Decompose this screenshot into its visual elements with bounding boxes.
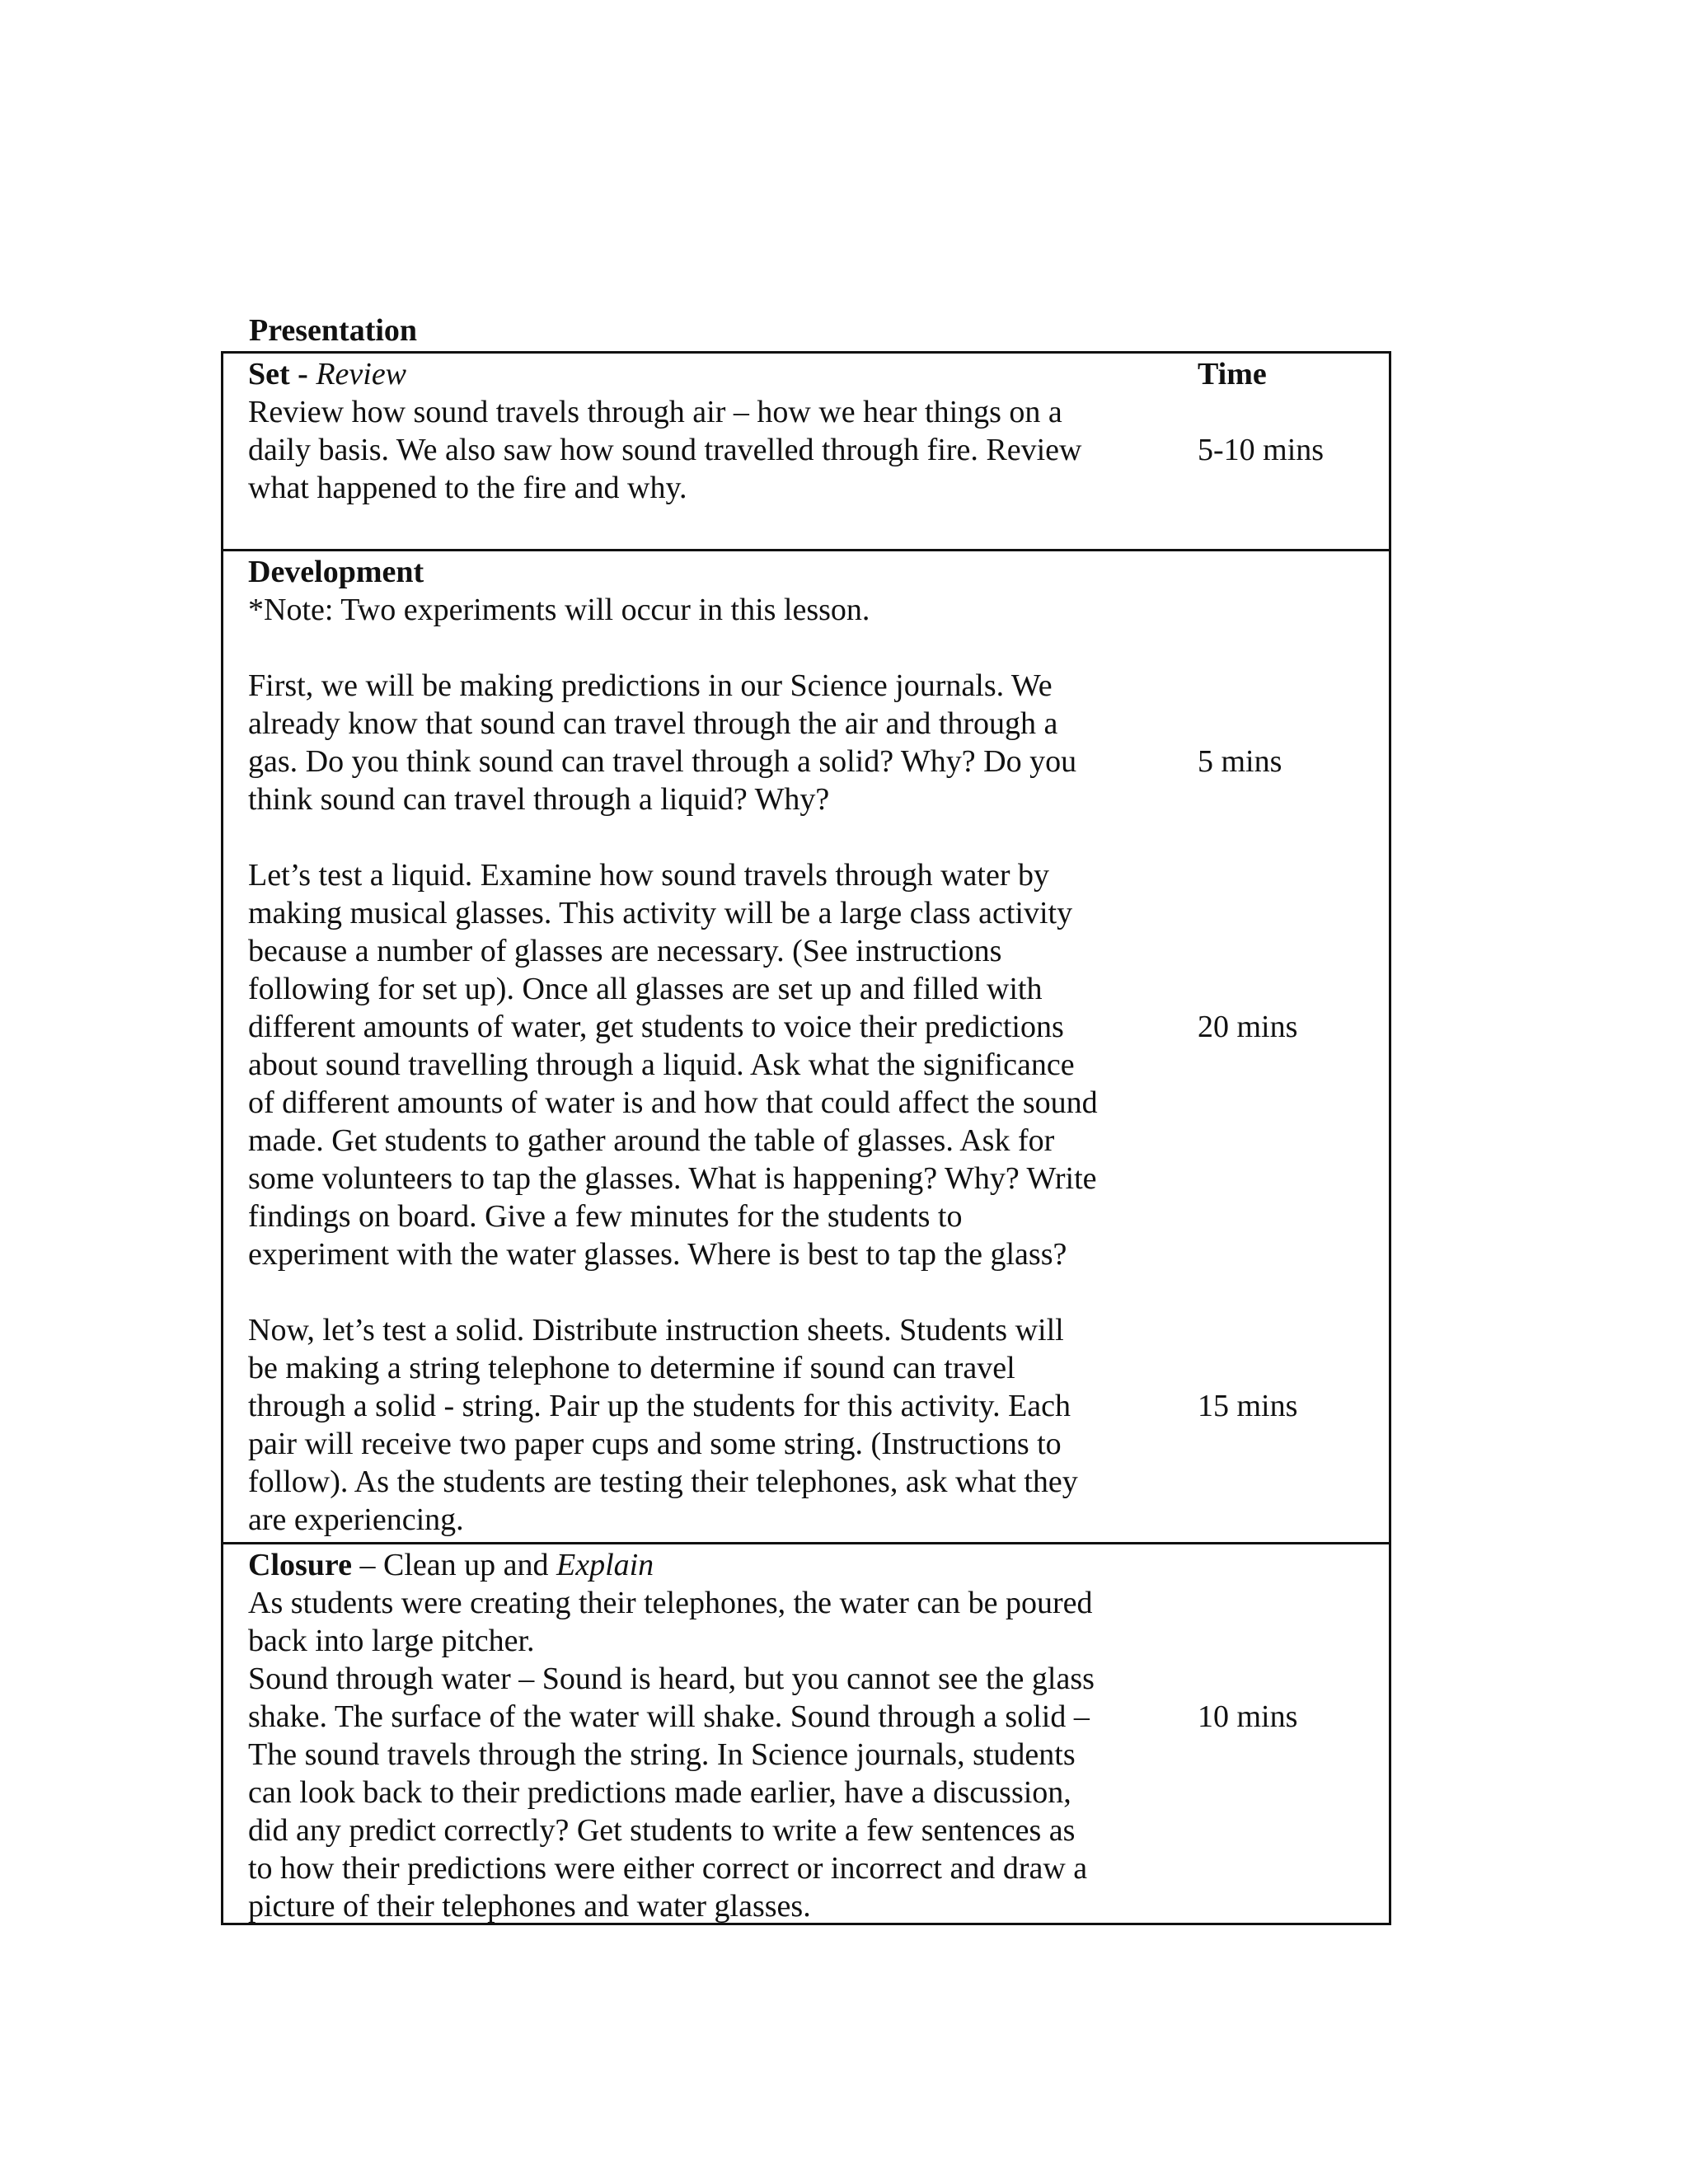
- closure-heading-row: [248, 1546, 1386, 1584]
- development-line: of different amounts of water is and how that could affect the sound: [248, 1085, 1098, 1120]
- spacer: [248, 629, 1386, 667]
- development-line: be making a string telephone to determine if sound can travel: [248, 1351, 1015, 1385]
- closure-line: picture of their telephones and water glasses.: [248, 1889, 811, 1924]
- closure-line: As students were creating their telephones, the water can be poured: [248, 1586, 1093, 1620]
- spacer: [248, 1273, 1386, 1311]
- closure-line: did any predict correctly? Get students to write a few sentences as: [248, 1813, 1076, 1848]
- development-line: making musical glasses. This activity will be a large class activity: [248, 896, 1073, 930]
- development-line: pair will receive two paper cups and some string. (Instructions to: [248, 1427, 1062, 1461]
- closure-text: [248, 1546, 1386, 1925]
- set-line: Review how sound travels through air – how we hear things on a: [248, 395, 1062, 429]
- development-line: gas. Do you think sound can travel through a solid? Why? Do you: [248, 744, 1077, 779]
- closure-line: back into large pitcher.: [248, 1624, 535, 1658]
- closure-line: shake. The surface of the water will shake. Sound through a solid –: [248, 1699, 1090, 1734]
- development-line: think sound can travel through a liquid? Why?: [248, 782, 830, 817]
- closure-line: can look back to their predictions made earlier, have a discussion,: [248, 1775, 1071, 1810]
- set-line: what happened to the fire and why.: [248, 471, 687, 505]
- development-line: because a number of glasses are necessary. (See instructions: [248, 934, 1002, 968]
- development-line: Let’s test a liquid. Examine how sound travels through water by: [248, 858, 1049, 893]
- development-line: following for set up). Once all glasses are set up and filled with: [248, 972, 1043, 1006]
- lesson-plan-table: [221, 351, 1391, 1925]
- development-time-predictions: 5 mins: [1198, 744, 1282, 779]
- time-column-header: Time: [1198, 357, 1267, 391]
- closure-section: [223, 1542, 1389, 1923]
- development-time-solid: 15 mins: [1198, 1389, 1298, 1423]
- development-line: different amounts of water, get students to voice their predictions: [248, 1010, 1064, 1044]
- development-line: experiment with the water glasses. Where is best to tap the glass?: [248, 1237, 1067, 1272]
- presentation-heading: Presentation: [249, 313, 418, 348]
- set-subtitle: Review: [316, 357, 407, 391]
- set-time: 5-10 mins: [1198, 433, 1325, 467]
- closure-time: 10 mins: [1198, 1699, 1298, 1734]
- development-section: [223, 549, 1389, 1542]
- development-line: findings on board. Give a few minutes for the students to: [248, 1199, 963, 1234]
- development-line: already know that sound can travel through the air and through a: [248, 706, 1058, 741]
- development-line: are experiencing.: [248, 1502, 464, 1537]
- development-heading: Development: [248, 555, 424, 589]
- closure-line: Sound through water – Sound is heard, but you cannot see the glass: [248, 1661, 1095, 1696]
- development-line: made. Get students to gather around the table of glasses. Ask for: [248, 1123, 1055, 1158]
- closure-line: to how their predictions were either correct or incorrect and draw a: [248, 1851, 1088, 1886]
- development-line: First, we will be making predictions in our Science journals. We: [248, 668, 1053, 703]
- closure-middle: – Clean up and: [351, 1548, 556, 1582]
- set-label: Set -: [248, 357, 316, 391]
- closure-line: The sound travels through the string. In Science journals, students: [248, 1737, 1076, 1772]
- development-line: Now, let’s test a solid. Distribute instruction sheets. Students will: [248, 1313, 1064, 1347]
- development-line: some volunteers to tap the glasses. What is happening? Why? Write: [248, 1161, 1097, 1196]
- closure-subtitle: Explain: [556, 1548, 654, 1582]
- development-line: about sound travelling through a liquid. Ask what the significance: [248, 1047, 1075, 1082]
- development-line: through a solid - string. Pair up the students for this activity. Each: [248, 1389, 1071, 1423]
- spacer: [248, 818, 1386, 856]
- development-time-liquid: 20 mins: [1198, 1010, 1298, 1044]
- set-section: [223, 354, 1389, 549]
- closure-label: Closure: [248, 1548, 352, 1582]
- set-line: daily basis. We also saw how sound travelled through fire. Review: [248, 433, 1082, 467]
- development-note: *Note: Two experiments will occur in this lesson.: [248, 593, 870, 627]
- development-line: follow). As the students are testing their telephones, ask what they: [248, 1465, 1078, 1499]
